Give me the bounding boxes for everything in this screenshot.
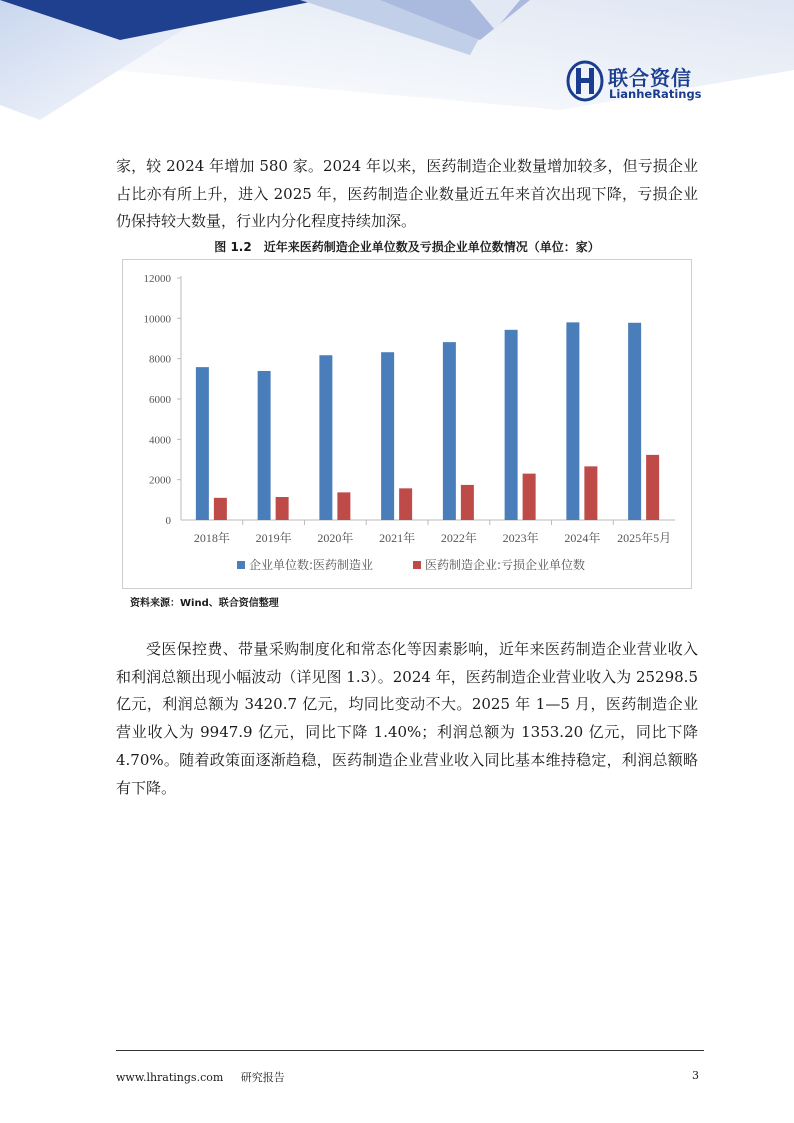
x-tick-label: 2021年 [379,531,416,545]
body-paragraph-2: 受医保控费、带量采购制度化和常态化等因素影响，近年来医药制造企业营业收入和利润总额出现小幅波动（详见图 1.3）。2024 年，医药制造企业营业收入为 25298.5 亿元，利润总额为 3420.7 亿元，均同比变动不大。2025 年 1—5 月，医药制造企业营业收入为 9947.9 亿元，同比下降 1.40%；利润总额为 1353.20 亿元，同比下降 4.70%。随着政策面逐渐趋稳，医药制造企业营业收入同比基本维持稳定，利润总额略有下降。 [116,640,698,797]
x-tick-label: 2020年 [317,531,354,545]
y-tick-label: 6000 [149,394,171,406]
x-tick-label: 2018年 [193,531,230,545]
lianhe-logo-icon [566,60,604,102]
legend-swatch [413,561,421,569]
body-paragraph-1: 家，较 2024 年增加 580 家。2024 年以来，医药制造企业数量增加较多，但亏损企业占比亦有所上升，进入 2025 年，医药制造企业数量近五年来首次出现下降，亏损企业仍保持较大数量，行业内分化程度持续加深。 [116,157,698,231]
bar-enterprises [505,330,518,520]
bar-enterprises [319,355,332,520]
x-tick-label: 2023年 [502,531,539,545]
x-tick-label: 2022年 [440,531,477,545]
figure-source: 资料来源：Wind、联合资信整理 [130,598,279,609]
footer-website: www.lhratings.com [116,1071,224,1084]
bar-enterprises [566,322,579,520]
x-tick-label: 2024年 [564,531,601,545]
bar-enterprises [196,367,209,520]
y-tick-label: 2000 [149,474,171,487]
bar-loss-enterprises [646,455,659,520]
bar-chart [122,259,692,589]
x-tick-label: 2025年5月 [617,531,672,545]
footer-divider [116,1050,704,1051]
bar-loss-enterprises [584,466,597,520]
logo-english-name: LianheRatings [609,87,702,101]
bar-loss-enterprises [461,485,474,520]
bar-loss-enterprises [399,488,412,520]
legend-label: 医药制造企业:亏损企业单位数 [425,558,586,572]
bar-enterprises [381,352,394,520]
y-tick-label: 0 [165,515,171,527]
company-logo [566,60,706,102]
bar-loss-enterprises [337,492,350,520]
figure-title: 图 1.2 近年来医药制造企业单位数及亏损企业单位数情况（单位：家） [214,240,600,254]
footer-left [116,1069,299,1085]
logo-chinese-name: 联合资信 [608,66,692,90]
y-tick-label: 4000 [149,434,171,447]
bar-loss-enterprises [523,474,536,520]
y-tick-label: 10000 [143,313,171,326]
y-tick-label: 8000 [149,353,171,366]
legend-swatch [237,561,245,569]
bar-enterprises [443,342,456,520]
footer-label: 研究报告 [240,1071,285,1084]
bar-loss-enterprises [214,498,227,520]
legend-label: 企业单位数:医药制造业 [249,558,374,572]
x-tick-label: 2019年 [255,531,292,545]
page-number: 3 [692,1069,699,1082]
y-tick-label: 12000 [143,273,171,285]
bar-chart-svg [123,260,693,590]
bar-loss-enterprises [276,497,289,520]
bar-enterprises [628,323,641,520]
bar-enterprises [258,371,271,520]
